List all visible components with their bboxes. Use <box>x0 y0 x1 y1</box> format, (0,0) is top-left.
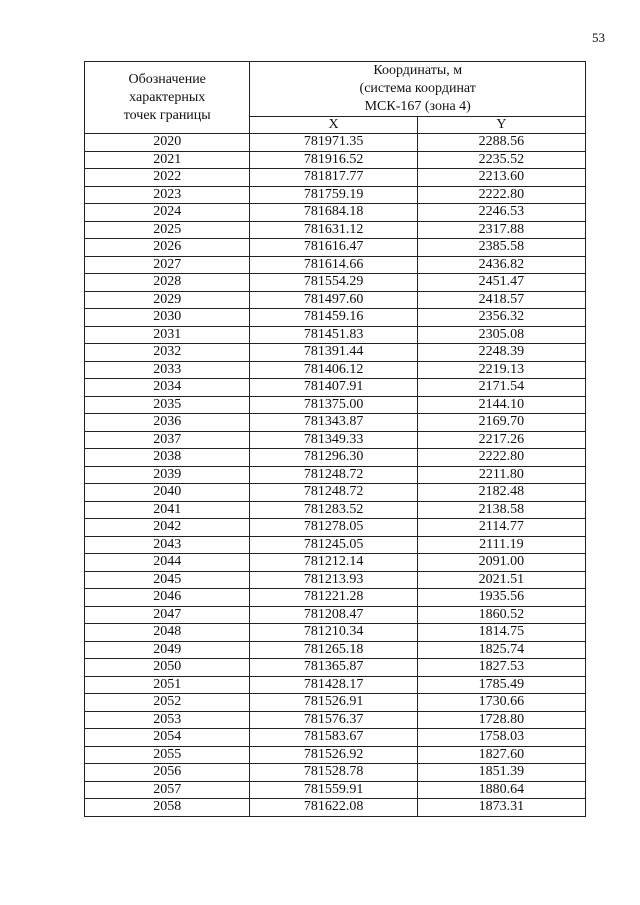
x-coordinate-cell: 781526.92 <box>250 746 417 764</box>
x-coordinate-cell: 781576.37 <box>250 711 417 729</box>
table-row <box>85 309 586 327</box>
y-coordinate-cell: 2385.58 <box>417 239 585 257</box>
table-row <box>85 624 586 642</box>
table-row <box>85 186 586 204</box>
x-coordinate-cell: 781559.91 <box>250 781 417 799</box>
table-row <box>85 764 586 782</box>
y-coordinate-cell: 2217.26 <box>417 431 585 449</box>
point-id-cell: 2022 <box>85 169 250 187</box>
point-id-cell: 2026 <box>85 239 250 257</box>
point-id-cell: 2021 <box>85 151 250 169</box>
point-id-cell: 2042 <box>85 519 250 537</box>
point-id-cell: 2052 <box>85 694 250 712</box>
y-coordinate-cell: 1814.75 <box>417 624 585 642</box>
y-coordinate-cell: 2219.13 <box>417 361 585 379</box>
point-id-cell: 2034 <box>85 379 250 397</box>
point-id-cell: 2040 <box>85 484 250 502</box>
table-row <box>85 134 586 152</box>
table-row <box>85 589 586 607</box>
y-coordinate-cell: 1880.64 <box>417 781 585 799</box>
point-id-cell: 2024 <box>85 204 250 222</box>
table-row <box>85 501 586 519</box>
point-label-header <box>85 62 250 134</box>
point-id-cell: 2029 <box>85 291 250 309</box>
table-row <box>85 221 586 239</box>
point-id-cell: 2027 <box>85 256 250 274</box>
y-coordinate-cell: 1758.03 <box>417 729 585 747</box>
y-coordinate-cell: 2211.80 <box>417 466 585 484</box>
y-coordinate-cell: 2171.54 <box>417 379 585 397</box>
table-row <box>85 711 586 729</box>
y-coordinate-cell: 2144.10 <box>417 396 585 414</box>
x-coordinate-cell: 781759.19 <box>250 186 417 204</box>
y-coordinate-cell: 2451.47 <box>417 274 585 292</box>
y-coordinate-cell: 2436.82 <box>417 256 585 274</box>
y-coordinate-cell: 2305.08 <box>417 326 585 344</box>
x-coordinate-cell: 781221.28 <box>250 589 417 607</box>
x-coordinate-cell: 781283.52 <box>250 501 417 519</box>
y-coordinate-cell: 2182.48 <box>417 484 585 502</box>
table-row <box>85 519 586 537</box>
table-row <box>85 396 586 414</box>
x-coordinate-cell: 781265.18 <box>250 641 417 659</box>
x-coordinate-cell: 781622.08 <box>250 799 417 817</box>
coords-label-line: (система координат <box>359 81 476 96</box>
table-row <box>85 256 586 274</box>
table-row <box>85 799 586 817</box>
x-coordinate-cell: 781616.47 <box>250 239 417 257</box>
x-coordinate-cell: 781631.12 <box>250 221 417 239</box>
point-label-line: точек границы <box>123 107 211 123</box>
table-row <box>85 781 586 799</box>
x-coordinate-cell: 781208.47 <box>250 606 417 624</box>
point-label-line: Обозначение <box>128 71 206 87</box>
y-coordinate-cell: 1935.56 <box>417 589 585 607</box>
point-id-cell: 2054 <box>85 729 250 747</box>
point-id-cell: 2041 <box>85 501 250 519</box>
table-row <box>85 641 586 659</box>
x-coordinate-cell: 781916.52 <box>250 151 417 169</box>
table-row <box>85 344 586 362</box>
x-coordinate-cell: 781391.44 <box>250 344 417 362</box>
point-id-cell: 2036 <box>85 414 250 432</box>
table-row <box>85 676 586 694</box>
table-row <box>85 606 586 624</box>
point-id-cell: 2039 <box>85 466 250 484</box>
y-coordinate-cell: 2248.39 <box>417 344 585 362</box>
point-id-cell: 2035 <box>85 396 250 414</box>
y-coordinate-cell: 1873.31 <box>417 799 585 817</box>
x-coordinate-cell: 781406.12 <box>250 361 417 379</box>
point-id-cell: 2032 <box>85 344 250 362</box>
table-row <box>85 291 586 309</box>
table-row <box>85 484 586 502</box>
x-coordinate-cell: 781296.30 <box>250 449 417 467</box>
point-label-line: характерных <box>129 89 206 105</box>
y-coordinate-cell: 1860.52 <box>417 606 585 624</box>
x-coordinate-cell: 781497.60 <box>250 291 417 309</box>
x-coordinate-cell: 781684.18 <box>250 204 417 222</box>
point-id-cell: 2038 <box>85 449 250 467</box>
x-coordinate-cell: 781248.72 <box>250 466 417 484</box>
x-coordinate-cell: 781428.17 <box>250 676 417 694</box>
point-id-cell: 2031 <box>85 326 250 344</box>
y-coordinate-cell: 2114.77 <box>417 519 585 537</box>
table-row <box>85 729 586 747</box>
table-row <box>85 431 586 449</box>
table-row <box>85 466 586 484</box>
y-coordinate-cell: 2222.80 <box>417 186 585 204</box>
x-coordinate-cell: 781210.34 <box>250 624 417 642</box>
point-id-cell: 2051 <box>85 676 250 694</box>
y-coordinate-cell: 1728.80 <box>417 711 585 729</box>
table-row <box>85 379 586 397</box>
y-coordinate-cell: 2288.56 <box>417 134 585 152</box>
y-coordinate-cell: 2246.53 <box>417 204 585 222</box>
table-row <box>85 746 586 764</box>
point-id-cell: 2045 <box>85 571 250 589</box>
table-row <box>85 694 586 712</box>
x-coordinate-cell: 781375.00 <box>250 396 417 414</box>
x-coordinate-cell: 781528.78 <box>250 764 417 782</box>
x-column-header: X <box>250 117 417 134</box>
x-coordinate-cell: 781451.83 <box>250 326 417 344</box>
y-coordinate-cell: 2213.60 <box>417 169 585 187</box>
x-coordinate-cell: 781343.87 <box>250 414 417 432</box>
y-coordinate-cell: 2356.32 <box>417 309 585 327</box>
point-id-cell: 2043 <box>85 536 250 554</box>
y-coordinate-cell: 2235.52 <box>417 151 585 169</box>
x-coordinate-cell: 781248.72 <box>250 484 417 502</box>
x-coordinate-cell: 781971.35 <box>250 134 417 152</box>
y-coordinate-cell: 2138.58 <box>417 501 585 519</box>
table-row <box>85 326 586 344</box>
point-id-cell: 2025 <box>85 221 250 239</box>
table-row <box>85 204 586 222</box>
x-coordinate-cell: 781554.29 <box>250 274 417 292</box>
y-coordinate-cell: 1827.60 <box>417 746 585 764</box>
table-row <box>85 659 586 677</box>
coordinates-header <box>250 62 586 117</box>
point-id-cell: 2037 <box>85 431 250 449</box>
y-coordinate-cell: 2021.51 <box>417 571 585 589</box>
y-coordinate-cell: 2222.80 <box>417 449 585 467</box>
coords-label-line: Координаты, м <box>373 63 463 78</box>
table-row <box>85 169 586 187</box>
y-coordinate-cell: 2317.88 <box>417 221 585 239</box>
x-coordinate-cell: 781526.91 <box>250 694 417 712</box>
x-coordinate-cell: 781212.14 <box>250 554 417 572</box>
table-row <box>85 151 586 169</box>
point-id-cell: 2023 <box>85 186 250 204</box>
x-coordinate-cell: 781278.05 <box>250 519 417 537</box>
table-row <box>85 361 586 379</box>
x-coordinate-cell: 781349.33 <box>250 431 417 449</box>
y-coordinate-cell: 2169.70 <box>417 414 585 432</box>
x-coordinate-cell: 781407.91 <box>250 379 417 397</box>
x-coordinate-cell: 781817.77 <box>250 169 417 187</box>
x-coordinate-cell: 781365.87 <box>250 659 417 677</box>
point-id-cell: 2057 <box>85 781 250 799</box>
x-coordinate-cell: 781459.16 <box>250 309 417 327</box>
point-id-cell: 2055 <box>85 746 250 764</box>
y-coordinate-cell: 1825.74 <box>417 641 585 659</box>
point-id-cell: 2050 <box>85 659 250 677</box>
point-id-cell: 2033 <box>85 361 250 379</box>
point-id-cell: 2028 <box>85 274 250 292</box>
coords-label-line: МСК-167 (зона 4) <box>364 99 471 114</box>
y-coordinate-cell: 1785.49 <box>417 676 585 694</box>
point-id-cell: 2020 <box>85 134 250 152</box>
y-column-header: Y <box>417 117 585 134</box>
x-coordinate-cell: 781213.93 <box>250 571 417 589</box>
point-id-cell: 2049 <box>85 641 250 659</box>
y-coordinate-cell: 2418.57 <box>417 291 585 309</box>
x-coordinate-cell: 781583.67 <box>250 729 417 747</box>
table-row <box>85 571 586 589</box>
coordinates-table <box>84 61 586 817</box>
point-id-cell: 2046 <box>85 589 250 607</box>
y-coordinate-cell: 1851.39 <box>417 764 585 782</box>
point-id-cell: 2047 <box>85 606 250 624</box>
y-coordinate-cell: 1730.66 <box>417 694 585 712</box>
point-id-cell: 2044 <box>85 554 250 572</box>
point-id-cell: 2058 <box>85 799 250 817</box>
point-id-cell: 2048 <box>85 624 250 642</box>
table-row <box>85 554 586 572</box>
table-row <box>85 536 586 554</box>
y-coordinate-cell: 1827.53 <box>417 659 585 677</box>
point-id-cell: 2053 <box>85 711 250 729</box>
point-id-cell: 2056 <box>85 764 250 782</box>
table-row <box>85 239 586 257</box>
y-coordinate-cell: 2091.00 <box>417 554 585 572</box>
point-id-cell: 2030 <box>85 309 250 327</box>
x-coordinate-cell: 781245.05 <box>250 536 417 554</box>
page-number: 53 <box>592 30 605 45</box>
y-coordinate-cell: 2111.19 <box>417 536 585 554</box>
table-row <box>85 449 586 467</box>
table-body <box>85 134 586 817</box>
table-row <box>85 274 586 292</box>
x-coordinate-cell: 781614.66 <box>250 256 417 274</box>
table-row <box>85 414 586 432</box>
